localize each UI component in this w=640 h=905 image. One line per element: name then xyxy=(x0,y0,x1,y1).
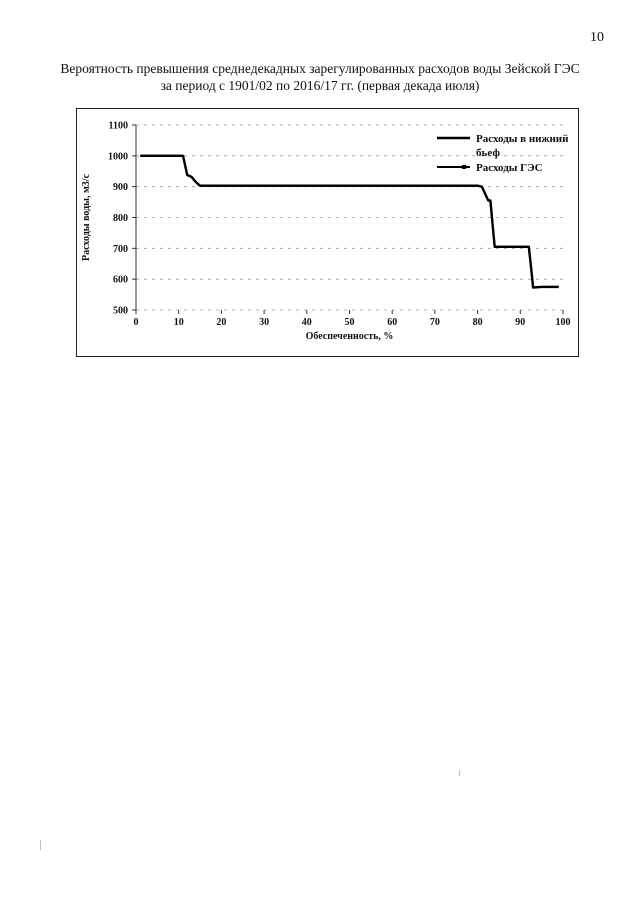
x-tick-label: 10 xyxy=(173,317,184,328)
legend-label-1-line-1: Расходы в нижний xyxy=(476,133,569,145)
y-tick-labels xyxy=(108,121,128,317)
x-tick-label: 0 xyxy=(133,317,139,328)
x-tick-label: 40 xyxy=(301,317,312,328)
series-lines xyxy=(140,156,558,288)
x-tick-label: 30 xyxy=(259,317,270,328)
y-tick-label: 1100 xyxy=(108,120,128,132)
y-tick-label: 500 xyxy=(113,305,128,317)
scan-mark xyxy=(40,840,41,850)
y-tick-label: 800 xyxy=(113,213,128,224)
y-tick-label: 700 xyxy=(113,243,128,255)
series-line-2 xyxy=(140,156,558,288)
x-tick-label: 80 xyxy=(472,317,483,328)
scan-mark xyxy=(459,770,460,776)
x-tick-label: 50 xyxy=(344,317,355,328)
y-axis-label: Расходы воды, м3/с xyxy=(81,173,92,262)
page-title xyxy=(60,60,580,94)
title-line-2: за период с 1901/02 по 2016/17 гг. (первая декада июля) xyxy=(160,78,480,93)
y-tick-label: 600 xyxy=(113,274,128,286)
x-tick-label: 60 xyxy=(387,317,398,328)
x-tick-labels xyxy=(134,317,571,328)
page-number: 10 xyxy=(590,30,604,45)
x-tick-label: 90 xyxy=(515,317,526,328)
x-tick-label: 100 xyxy=(555,317,571,328)
chart-svg xyxy=(77,109,578,356)
legend-marker-2 xyxy=(462,165,466,169)
chart-frame xyxy=(76,108,579,357)
title-line-1: Вероятность превышения среднедекадных зарегулированных расходов воды Зейской ГЭС xyxy=(60,61,580,76)
x-axis-label: Обеспеченность, % xyxy=(305,331,394,342)
legend-label-1-line-2: бьеф xyxy=(476,147,500,159)
y-tick-label: 1000 xyxy=(108,151,128,163)
x-tick-label: 20 xyxy=(216,317,227,328)
series-line-1 xyxy=(140,156,558,288)
y-tick-label: 900 xyxy=(113,182,128,194)
legend xyxy=(437,133,569,174)
legend-label-2: Расходы ГЭС xyxy=(476,162,543,174)
x-tick-label: 70 xyxy=(429,317,440,328)
